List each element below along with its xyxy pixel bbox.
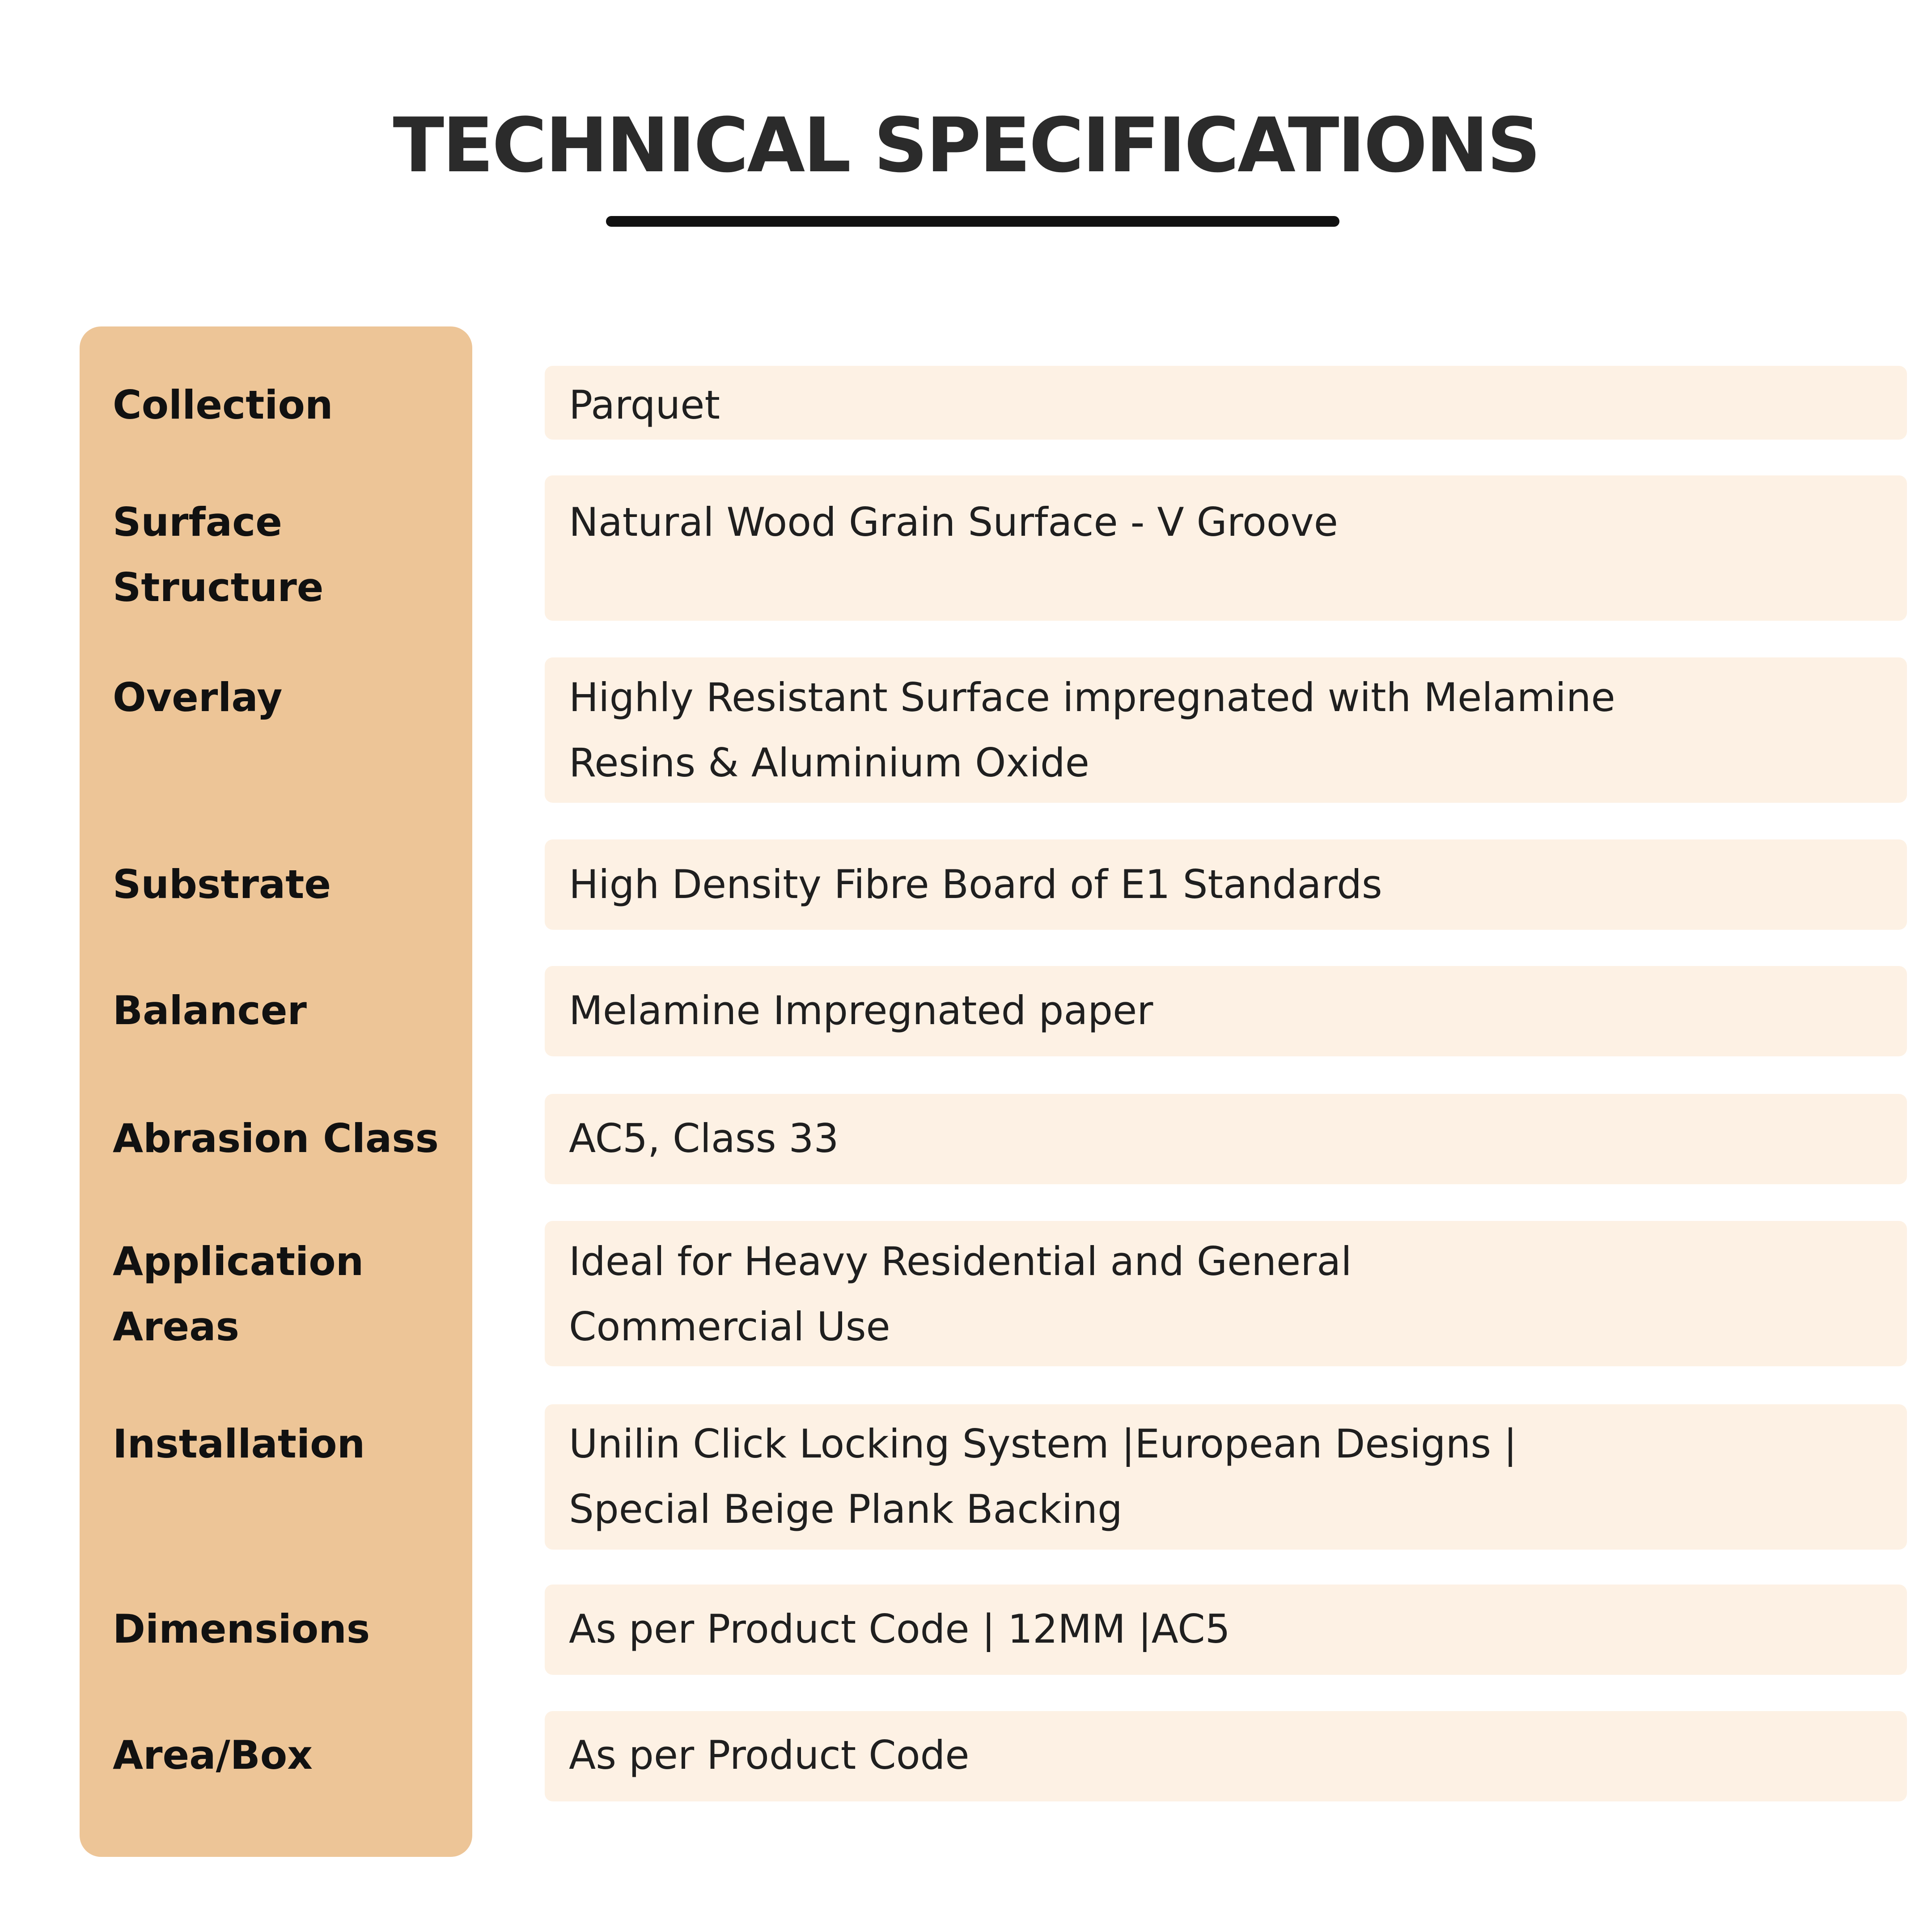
title-underline: [606, 216, 1339, 227]
page-title: TECHNICAL SPECIFICATIONS: [393, 102, 1539, 189]
spec-label-area-box: Area/Box: [113, 1732, 313, 1778]
spec-value-abrasion-class: AC5, Class 33: [569, 1115, 839, 1161]
spec-label-abrasion-class: Abrasion Class: [113, 1115, 439, 1161]
spec-value-collection: Parquet: [569, 382, 720, 428]
spec-label-overlay: Overlay: [113, 674, 283, 720]
spec-value-dimensions: As per Product Code | 12MM |AC5: [569, 1606, 1230, 1652]
spec-label-surface-structure: Surface Structure: [113, 499, 324, 610]
spec-value-area-box: As per Product Code: [569, 1732, 970, 1778]
spec-value-substrate: High Density Fibre Board of E1 Standards: [569, 861, 1382, 907]
spec-value-application-areas: Ideal for Heavy Residential and General Commercial Use: [569, 1238, 1352, 1350]
spec-label-substrate: Substrate: [113, 861, 331, 907]
spec-value-balancer: Melamine Impregnated paper: [569, 987, 1153, 1034]
spec-label-collection: Collection: [113, 382, 333, 428]
spec-value-surface-structure: Natural Wood Grain Surface - V Groove: [569, 499, 1338, 545]
spec-label-balancer: Balancer: [113, 987, 307, 1034]
spec-label-application-areas: Application Areas: [113, 1238, 364, 1350]
spec-value-overlay: Highly Resistant Surface impregnated with Melamine Resins & Aluminium Oxide: [569, 674, 1615, 786]
spec-label-installation: Installation: [113, 1421, 365, 1467]
spec-label-dimensions: Dimensions: [113, 1606, 370, 1652]
spec-value-installation: Unilin Click Locking System |European Designs | Special Beige Plank Backing: [569, 1421, 1517, 1532]
